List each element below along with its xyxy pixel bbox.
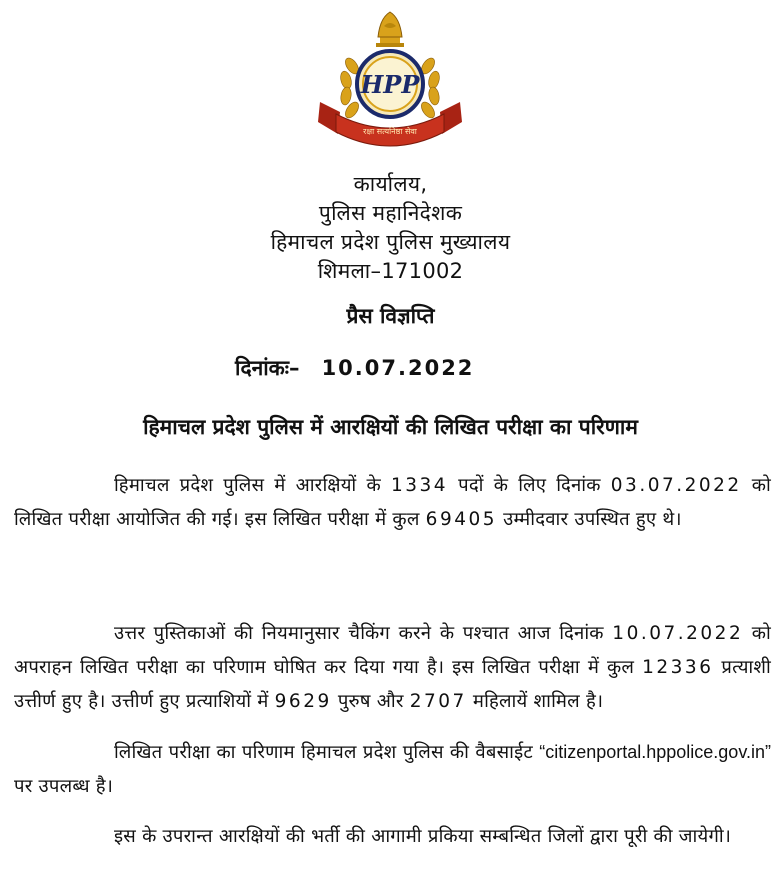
text-span: को अपराहन लिखित परीक्षा का परिणाम घोषित कर दिया गया है। इस लिखित परीक्षा में कुल	[14, 623, 772, 678]
date-label: दिनांकः–	[235, 356, 300, 380]
release-date	[235, 354, 474, 382]
press-release-title: प्रैस विज्ञप्ति	[346, 304, 435, 328]
monogram-text: HPP	[360, 70, 420, 99]
address-city-pin: शिमला–171002	[317, 259, 464, 283]
text-span: लिखित परीक्षा का परिणाम हिमाचल प्रदेश पुलिस की वैबसाईट	[114, 742, 540, 763]
text-span: उत्तर पुस्तिकाओं की नियमानुसार चैकिंग करने के पश्चात आज दिनांक	[114, 623, 613, 644]
date-value: 10.07.2022	[321, 356, 475, 380]
paragraph-result-website	[14, 735, 771, 804]
paragraph-result-declared	[14, 617, 771, 719]
text-span: पदों के लिए दिनांक	[448, 475, 611, 496]
candidates-count: 69405	[425, 509, 498, 530]
text-span: इस के उपरान्त आरक्षियों की भर्ती की आगामी प्रकिया सम्बन्धित जिलों द्वारा पूरी की जायेगी।	[114, 826, 732, 847]
hp-police-emblem	[310, 4, 470, 154]
posts-count: 1334	[390, 475, 449, 496]
female-count: 2707	[409, 691, 467, 712]
passed-count: 12336	[642, 657, 714, 678]
text-span: हिमाचल प्रदेश पुलिस में आरक्षियों के	[114, 475, 391, 496]
text-span: प्रत्याशी उत्तीर्ण हुए है। उत्तीर्ण हुए प्रत्याशियों में	[14, 657, 771, 712]
address-headquarters: हिमाचल प्रदेश पुलिस मुख्यालय	[270, 230, 511, 254]
emblem-logo	[310, 4, 470, 154]
paragraph-next-process	[14, 820, 771, 854]
address-office: कार्यालय,	[353, 172, 428, 196]
text-span: पर उपलब्ध है।	[14, 776, 114, 797]
website-url: “citizenportal.hppolice.gov.in”	[539, 742, 771, 762]
paragraph-exam-conducted	[14, 469, 771, 537]
office-address	[0, 170, 781, 286]
result-date: 10.07.2022	[612, 623, 744, 644]
address-designation: पुलिस महानिदेशक	[318, 201, 463, 225]
text-span: महिलायें शामिल है।	[466, 691, 604, 712]
text-span: को लिखित परीक्षा आयोजित की गई। इस लिखित परीक्षा में कुल	[14, 475, 771, 530]
text-span: उम्मीदवार उपस्थित हुए थे।	[497, 509, 682, 530]
text-span: पुरुष और	[331, 691, 410, 712]
lion-capital-icon	[376, 12, 404, 47]
exam-date: 03.07.2022	[610, 475, 742, 496]
headline: हिमाचल प्रदेश पुलिस में आरक्षियों की लिखित परीक्षा का परिणाम	[143, 415, 638, 439]
motto-text: रक्षा सत्यनिष्ठा सेवा	[363, 127, 417, 136]
male-count: 9629	[274, 691, 332, 712]
